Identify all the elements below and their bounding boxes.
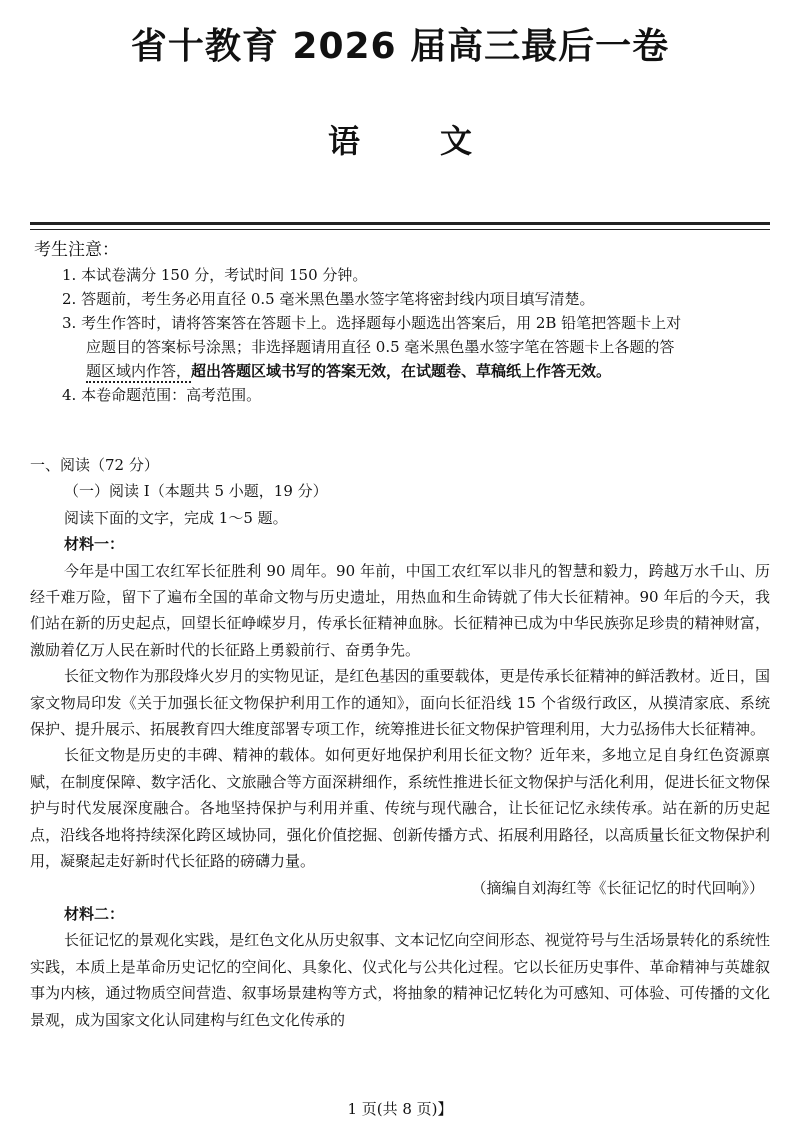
section-instruction: 阅读下面的文字，完成 1～5 题。 — [64, 508, 288, 527]
page-number: 1 页(共 8 页)】 — [347, 1100, 453, 1118]
notice-item-3-line-2: 应题目的答案标号涂黑；非选择题请用直径 0.5 毫米黑色墨水签字笔在答题卡上各题的答 — [86, 338, 675, 356]
material-2-paragraph-1: 长征记忆的景观化实践，是红色文化从历史叙事、文本记忆向空间形态、视觉符号与生活场景转化的系统性实践，本质上是革命历史记忆的空间化、具象化、仪式化与公共化过程。它以长征历史事件、革命精神与英雄叙事为内核，通过物质空间营造、叙事场景建构等方式，将抽象的精神记忆转化为可感知、可体验、可传播的文化景观，成为国家文化认同建构与红色文化传承的 — [30, 931, 770, 1029]
notice-item-2: 2. 答题前，考生务必用直径 0.5 毫米黑色墨水签字笔将密封线内项目填写清楚。 — [62, 290, 595, 308]
header-divider-thin — [30, 229, 770, 230]
header-divider-thick — [30, 222, 770, 225]
material-2-label: 材料二： — [64, 904, 125, 923]
section-title: 一、阅读（72 分） — [30, 456, 159, 474]
notice-item-3-dotted-text: 题区域内作答， — [86, 362, 191, 383]
material-1-label: 材料一： — [64, 535, 125, 554]
notice-item-3-line-3 — [34, 359, 774, 383]
candidate-notice — [34, 238, 774, 407]
material-1-paragraph-1: 今年是中国工农红军长征胜利 90 周年。90 年前，中国工农红军以非凡的智慧和毅力，跨越万水千山、历经千难万险，留下了遍布全国的革命文物与历史遗址，用热血和生命铸就了伟大长征精神。90 年后的今天，我们站在新的历史起点，回望长征峥嵘岁月，传承长征精神血脉。长征精神已成为中华民族弥足珍贵的精神财富，激励着亿万人民在新时代的长征路上勇毅前行、奋勇争先。 — [30, 561, 770, 659]
subject-title: 语文 — [327, 122, 552, 160]
material-1-source: （摘编自刘海红等《长征记忆的时代回响》） — [471, 878, 764, 897]
notice-item-1: 1. 本试卷满分 150 分，考试时间 150 分钟。 — [62, 266, 368, 284]
section-subtitle: （一）阅读 Ⅰ（本题共 5 小题，19 分） — [64, 482, 328, 501]
exam-title: 省十教育 2026 届高三最后一卷 — [130, 26, 670, 67]
notice-item-4: 4. 本卷命题范围：高考范围。 — [62, 386, 262, 404]
material-1-paragraph-2: 长征文物作为那段烽火岁月的实物见证，是红色基因的重要载体，更是传承长征精神的鲜活教材。近日，国家文物局印发《关于加强长征文物保护利用工作的通知》，面向长征沿线 15 个省级行政区，从摸清家底、系统保护、提升展示、拓展教育四大维度部署专项工作，统筹推进长征文物保护管理利用，大力弘扬伟大长征精神。 — [30, 667, 770, 739]
reading-section — [30, 452, 770, 1033]
notice-item-3: 3. 考生作答时，请将答案答在答题卡上。选择题每小题选出答案后，用 2B 铅笔把答题卡上对 — [62, 314, 682, 332]
notice-heading: 考生注意： — [34, 240, 119, 260]
notice-item-3-emphasis: 超出答题区域书写的答案无效，在试题卷、草稿纸上作答无效。 — [191, 362, 612, 380]
material-1-paragraph-3: 长征文物是历史的丰碑、精神的载体。如何更好地保护利用长征文物？近年来，多地立足自身红色资源禀赋，在制度保障、数字活化、文旅融合等方面深耕细作，系统性推进长征文物保护与活化利用，促进长征文物保护与时代发展深度融合。各地坚持保护与利用并重、传统与现代融合，让长征记忆永续传承。站在新的历史起点，沿线各地将持续深化跨区域协同，强化价值挖掘、创新传播方式、拓展利用路径，以高质量长征文物保护利用，凝聚起走好新时代长征路的磅礴力量。 — [30, 746, 770, 871]
